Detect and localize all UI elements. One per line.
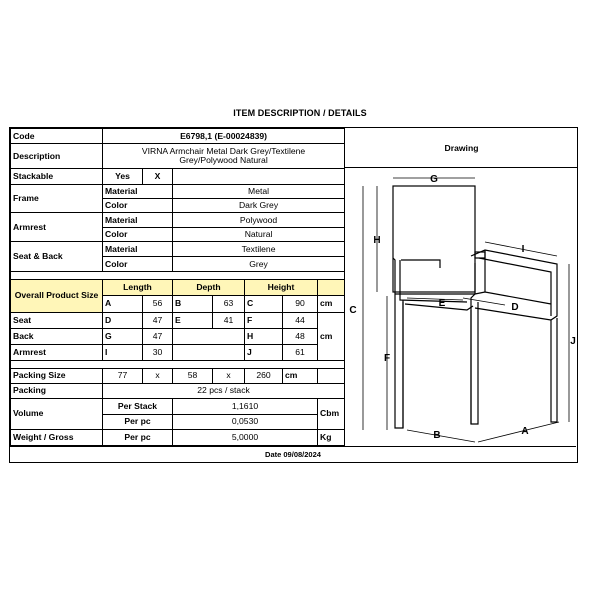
letter-c: C [349, 305, 357, 316]
chair-line-drawing [345, 168, 578, 446]
dim-f-letter: F [245, 312, 283, 328]
chair-drawing-area [345, 168, 578, 446]
packing-label: Packing [11, 383, 103, 398]
volume-per-stack-label: Per Stack [103, 398, 173, 414]
dim-d-letter: D [103, 312, 143, 328]
letter-j: J [570, 336, 576, 347]
armrest-material-label: Material [103, 213, 173, 228]
page-title: ITEM DESCRIPTION / DETAILS [233, 108, 367, 118]
armrest-color-label: Color [103, 228, 173, 242]
dim-e-letter: E [173, 312, 213, 328]
seat-back-material-label: Material [103, 242, 173, 257]
dims-unit: cm [318, 312, 345, 360]
back-dims-row [11, 328, 345, 344]
packing-unit: cm [283, 368, 318, 383]
seat-dims-row [11, 312, 345, 328]
right-arm-frame [471, 250, 557, 422]
spacer-row-2 [11, 360, 345, 368]
weight-label: Weight / Gross [11, 429, 103, 445]
dim-g-value: 47 [143, 328, 173, 344]
letter-f: F [383, 353, 391, 364]
stackable-label: Stackable [11, 169, 103, 185]
drawing-panel [344, 128, 577, 446]
seat-left-rail [400, 260, 467, 302]
packing-length: 77 [103, 368, 143, 383]
height-header: Height [245, 280, 318, 296]
dim-e-value: 41 [213, 312, 245, 328]
dim-h-value: 48 [283, 328, 318, 344]
stackable-mark: X [143, 169, 173, 185]
dim-h-letter: H [245, 328, 283, 344]
volume-stack-row [11, 398, 345, 414]
code-value: E6798,1 (E-00024839) [103, 129, 345, 144]
dim-b-letter: B [173, 296, 213, 312]
volume-per-pc-label: Per pc [103, 414, 173, 429]
dim-i-letter: I [103, 344, 143, 360]
volume-per-pc-value: 0,0530 [173, 414, 318, 429]
armrest-front-cap [475, 252, 485, 258]
armrest-material-value: Polywood [173, 213, 345, 228]
packing-size-label: Packing Size [11, 368, 103, 383]
volume-label: Volume [11, 398, 103, 429]
stackable-yes: Yes [103, 169, 143, 185]
frame-label: Frame [11, 185, 103, 213]
armrest-dims-row [11, 344, 345, 360]
letter-h: H [373, 235, 381, 246]
armrest-dims-blank [173, 344, 245, 360]
date-footer: Date 09/08/2024 [10, 446, 576, 461]
dim-a-letter: A [103, 296, 143, 312]
back-left-leg [393, 258, 403, 428]
frame-material-label: Material [103, 185, 173, 199]
overall-unit: cm [318, 296, 345, 312]
letter-e: E [438, 298, 446, 309]
spacer-row-1 [11, 272, 345, 280]
letter-d: D [511, 302, 519, 313]
dim-j-letter: J [245, 344, 283, 360]
item-details-sheet [9, 127, 578, 463]
description-line-2: Grey/Polywood Natural [179, 155, 268, 166]
armrest-material-row [11, 213, 345, 228]
back-blank [173, 328, 245, 344]
seat-back-material-value: Textilene [173, 242, 345, 257]
seat-back-material-row [11, 242, 345, 257]
packing-x1: x [143, 368, 173, 383]
packing-size-blank [318, 368, 345, 383]
letter-b: B [433, 430, 441, 441]
frame-material-row [11, 185, 345, 199]
back-label: Back [11, 328, 103, 344]
left-arm-frame [395, 260, 440, 294]
frame-material-value: Metal [173, 185, 345, 199]
armrest-label: Armrest [11, 213, 103, 242]
volume-unit: Cbm [318, 398, 345, 429]
weight-per-pc-label: Per pc [103, 429, 173, 445]
seat-back-label: Seat & Back [11, 242, 103, 272]
overall-size-label: Overall Product Size [11, 280, 103, 312]
packing-height: 260 [245, 368, 283, 383]
weight-row [11, 429, 345, 445]
drawing-label: Drawing [345, 128, 578, 168]
dim-g-letter: G [103, 328, 143, 344]
seat-back-color-label: Color [103, 257, 173, 272]
volume-per-stack-value: 1,1610 [173, 398, 318, 414]
dim-c-value: 90 [283, 296, 318, 312]
dim-b-line [407, 430, 475, 442]
frame-color-label: Color [103, 199, 173, 213]
dim-d-value: 47 [143, 312, 173, 328]
frame-color-value: Dark Grey [173, 199, 345, 213]
seat-label: Seat [11, 312, 103, 328]
letter-g: G [430, 174, 438, 185]
description-row [11, 144, 345, 169]
dim-f-value: 44 [283, 312, 318, 328]
length-header: Length [103, 280, 173, 296]
depth-header: Depth [173, 280, 245, 296]
details-table [10, 128, 345, 446]
description-label: Description [11, 144, 103, 169]
back-right-leg [471, 263, 478, 424]
chair-back-panel [393, 186, 475, 292]
dim-i-value: 30 [143, 344, 173, 360]
stackable-row [11, 169, 345, 185]
overall-unit-blank [318, 280, 345, 296]
description-line-1: VIRNA Armchair Metal Dark Grey/Textilene [141, 146, 306, 157]
packing-value: 22 pcs / stack [103, 383, 345, 398]
overall-header-row [11, 280, 345, 296]
armrest-dims-label: Armrest [11, 344, 103, 360]
packing-row [11, 383, 345, 398]
chair-outline [393, 186, 557, 428]
dim-a-value: 56 [143, 296, 173, 312]
stackable-blank [173, 169, 345, 185]
packing-size-row [11, 368, 345, 383]
letter-i: I [521, 244, 525, 255]
packing-x2: x [213, 368, 245, 383]
dim-c-letter: C [245, 296, 283, 312]
dimension-letters [349, 174, 575, 441]
letter-a: A [521, 426, 529, 437]
dim-a-line [478, 422, 559, 442]
armrest-color-value: Natural [173, 228, 345, 242]
code-label: Code [11, 129, 103, 144]
code-row [11, 129, 345, 144]
description-value [103, 144, 345, 169]
seat-back-color-value: Grey [173, 257, 345, 272]
dim-b-value: 63 [213, 296, 245, 312]
dim-j-value: 61 [283, 344, 318, 360]
weight-value: 5,0000 [173, 429, 318, 445]
packing-width: 58 [173, 368, 213, 383]
weight-unit: Kg [318, 429, 345, 445]
